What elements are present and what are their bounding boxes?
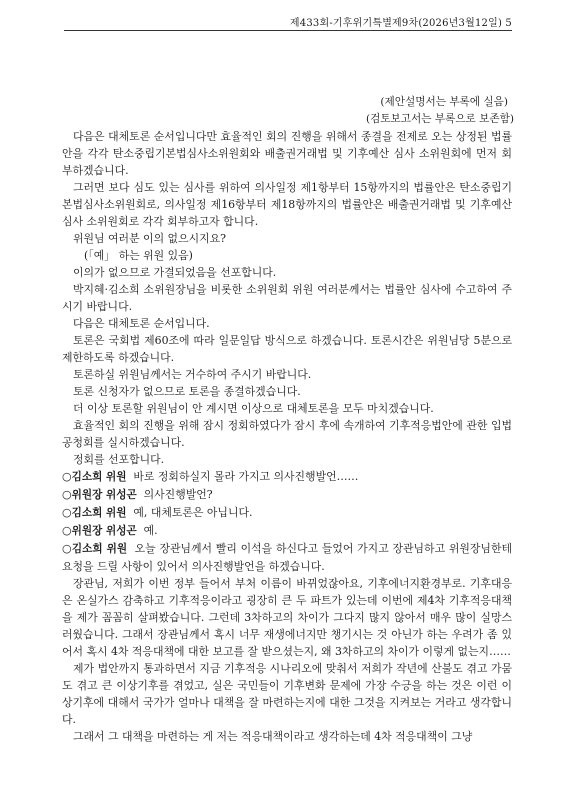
circle-marker-icon: ○ [62, 524, 72, 537]
paragraph: 이의가 없으므로 가결되었음을 선포합니다. [73, 266, 277, 279]
circle-marker-icon: ○ [62, 470, 72, 483]
speaker-name: 김소희 위원 [71, 543, 128, 555]
paragraph-quote: (「예」 하는 위원 있음) [84, 249, 193, 262]
paragraph: 제가 법안까지 통과하면서 지금 기후적응 시나리오에 맞춰서 저희가 작년에 산불도 겪고 가뭄도 겪고 큰 이상기후를 겪었고, 실은 국민들이 기후변화 문제에 가장 수긍을 하는 것은 이런 이상기후에 대해서 국가가 얼마나 대책을 잘 마련하는지에 대한 그것을 지켜보는 거라고 생각합니다. [62, 662, 512, 726]
speaker-name: 위원장 위성곤 [71, 489, 137, 501]
speaker-name: 위원장 위성곤 [71, 525, 137, 537]
circle-marker-icon: ○ [62, 542, 72, 555]
speech-text: 바로 정회하실지 몰라 가지고 의사진행발언…… [133, 470, 359, 483]
paragraph: 토론은 국회법 제60조에 따라 일문일답 방식으로 하겠습니다. 토론시간은 위원님당 5분으로 제한하도록 하겠습니다. [62, 334, 512, 364]
speech-line [62, 468, 512, 486]
appendix-note: (제안설명서는 부록에 실음) [380, 96, 508, 108]
paragraph: 장관님, 저희가 이번 정부 들어서 부처 이름이 바뀌었잖아요, 기후에너지환경부로. 기후대응은 온실가스 감축하고 기후적응이라고 굉장히 큰 두 파트가 있는데 이번에 제4차 기후적응대책을 제가 꼼꼼히 살펴봤습니다. 그런데 3차하고의 차이가 그다지 많지 않아서 매우 많이 실망스러웠습니다. 그래서 장관님께서 혹시 너무 재생에너지만 챙기시는 것 아닌가 하는 우려가 좀 있어서 혹시 4차 적응대책에 대한 보고를 잘 받으셨는지, 왜 3차하고의 차이가 이렇게 없는지…… [62, 577, 512, 658]
paragraph: 다음은 대체토론 순서입니다. [73, 317, 210, 330]
speech-line [62, 540, 512, 575]
report-note: (검토보고서는 부록으로 보존함) [365, 113, 514, 125]
speech-text: 예, 대체토론은 아닙니다. [133, 506, 253, 519]
page-header [64, 6, 512, 31]
speech-text: 오늘 장관님께서 빨리 이석을 하신다고 들었어 가지고 장관님하고 위원장님한테 요청을 드릴 사항이 있어서 의사진행발언을 하겠습니다. [62, 542, 512, 573]
circle-marker-icon: ○ [62, 488, 72, 501]
circle-marker-icon: ○ [62, 506, 72, 519]
paragraph: 정회를 선포합니다. [73, 453, 165, 466]
speech-text: 예. [143, 524, 158, 537]
speaker-name: 김소희 위원 [71, 507, 127, 519]
speech-line [62, 504, 512, 522]
speech-line [62, 522, 512, 540]
paragraph: 그래서 그 대책을 마련하는 게 저는 적응대책이라고 생각하는데 4차 적응대책이 그냥 [73, 730, 473, 743]
paragraph: 토론 신청자가 없으므로 토론을 종결하겠습니다. [73, 385, 301, 398]
paragraph: 위원님 여러분 이의 없으시지요? [73, 232, 226, 245]
paragraph: 그러면 보다 심도 있는 심사를 위하여 의사일정 제1항부터 15항까지의 법률안은 탄소중립기본법심사소위원회로, 의사일정 제16항부터 제18항까지의 법률안은 배출권거래법 및 기후예산 심사 소위원회로 각각 회부하고자 합니다. [62, 181, 512, 228]
paragraph: 다음은 대체토론 순서입니다만 효율적인 회의 진행을 위해서 종결을 전제로 오는 상정된 법률안을 각각 탄소중립기본법심사소위원회와 배출권거래법 및 기후예산 심사 소위원회에 먼저 회부하겠습니다. [62, 130, 512, 177]
paragraph: 효율적인 회의 진행을 위해 잠시 정회하였다가 잠시 후에 속개하여 기후적응법안에 관한 입법공청회를 실시하겠습니다. [62, 419, 512, 449]
speaker-name: 김소희 위원 [71, 471, 127, 483]
document-body [62, 128, 512, 745]
paragraph: 박지혜·김소희 소위원장님을 비롯한 소위원회 위원 여러분께서는 법률안 심사에 수고하여 주시기 바랍니다. [62, 283, 512, 313]
speech-line [62, 486, 512, 504]
paragraph: 토론하실 위원님께서는 거수하여 주시기 바랍니다. [73, 368, 312, 381]
page-info: 제433회-기후위기특별제9차(2026년3월12일) 5 [289, 18, 512, 29]
speech-text: 의사진행발언? [143, 488, 213, 501]
paragraph: 더 이상 토론할 위원님이 안 계시면 이상으로 대체토론을 모두 마치겠습니다. [73, 402, 434, 415]
